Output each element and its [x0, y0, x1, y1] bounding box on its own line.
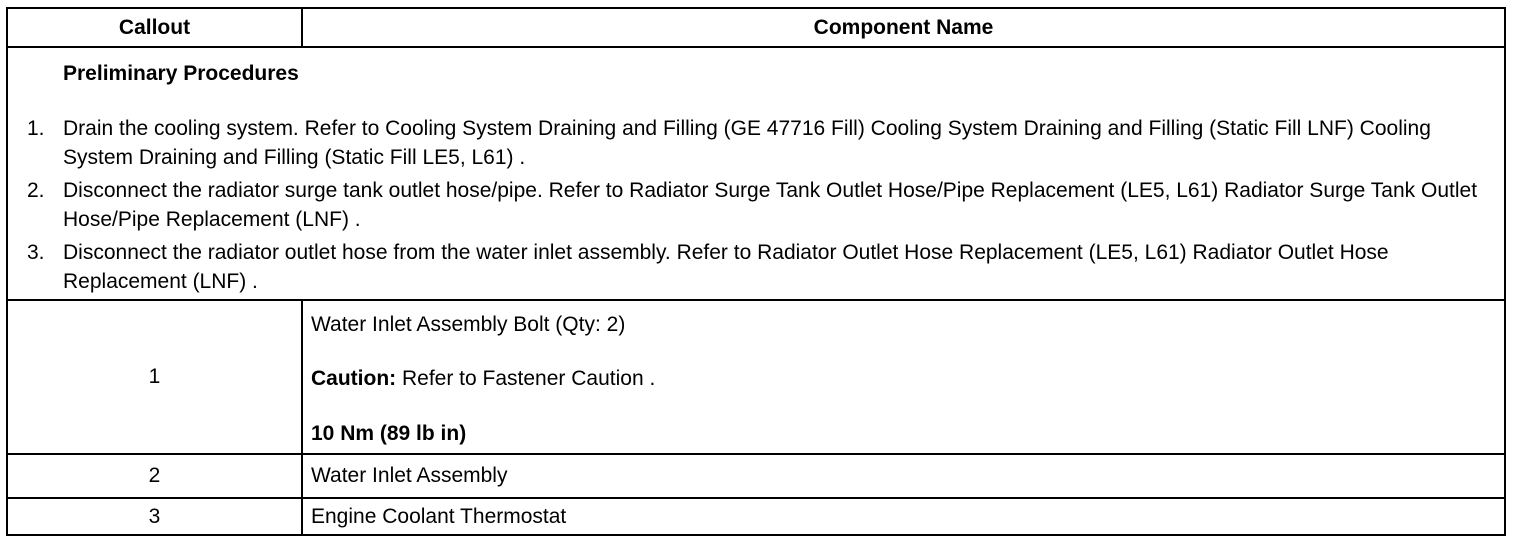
table-row: [8, 499, 1504, 534]
component-table: [6, 7, 1506, 536]
component-name: Water Inlet Assembly Bolt (Qty: 2): [311, 313, 626, 336]
component-name: Water Inlet Assembly: [311, 464, 508, 487]
step-number: 1.: [27, 117, 45, 140]
component-name: Engine Coolant Thermostat: [311, 504, 567, 528]
caution-note: [311, 367, 655, 391]
callout-cell: 3: [8, 499, 303, 534]
step-number: 2.: [27, 179, 45, 202]
procedure-steps-list: [8, 114, 1498, 300]
step-text: Disconnect the radiator surge tank outlet hose/pipe. Refer to Radiator Surge Tank Outlet Hose/Pipe Replacement (LE5, L61) Radiator Surge Tank Outlet Hose/Pipe Replacement (LNF) .: [63, 179, 1478, 231]
torque-spec: 10 Nm (89 lb in): [311, 422, 467, 445]
caution-text: Refer to Fastener Caution .: [402, 367, 656, 390]
caution-label: Caution:: [311, 367, 397, 390]
component-name-cell: [303, 499, 1504, 534]
callout-cell: 2: [8, 455, 303, 497]
preliminary-procedures-section: [8, 48, 1504, 301]
header-component-name: Component Name: [813, 16, 994, 39]
step-text: Drain the cooling system. Refer to Cooling System Draining and Filling (GE 47716 Fill) Cooling System Draining and Filling (Static Fill LNF) Cooling System Draining and Filling (Static Fill LE5, L61) .: [63, 117, 1431, 169]
step-number: 3.: [27, 241, 45, 264]
step-text: Disconnect the radiator outlet hose from the water inlet assembly. Refer to Radiator Outlet Hose Replacement (LE5, L61) Radiator Outlet Hose Replacement (LNF) .: [63, 241, 1389, 293]
header-callout: Callout: [8, 9, 303, 46]
procedure-step: [8, 176, 1498, 234]
preliminary-procedures-title: Preliminary Procedures: [63, 62, 299, 85]
component-name-cell: [303, 301, 1504, 453]
callout-cell: 1: [8, 301, 303, 453]
table-row: [8, 301, 1504, 455]
table-header-row: [8, 9, 1504, 48]
component-name-cell: [303, 455, 1504, 497]
table-row: [8, 455, 1504, 499]
procedure-step: [8, 114, 1498, 172]
procedure-step: [8, 238, 1498, 296]
